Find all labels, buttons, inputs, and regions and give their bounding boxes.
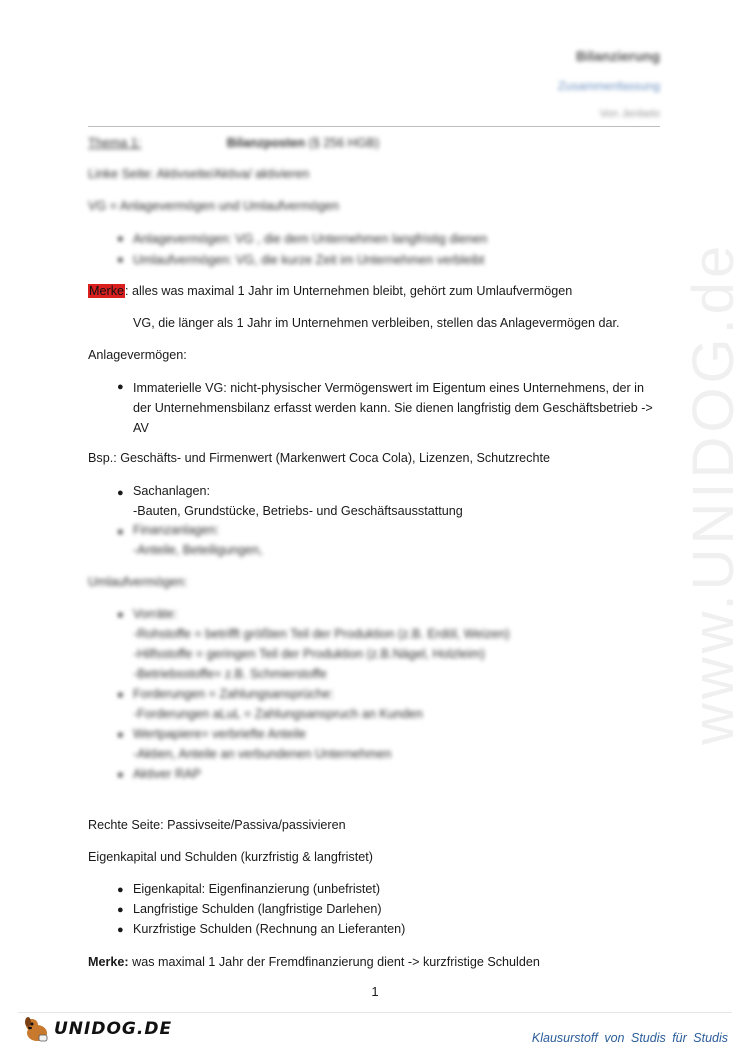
merke-text: : alles was maximal 1 Jahr im Unternehmen bleibt, gehört zum Umlaufvermögen [125, 284, 573, 298]
merke-text: was maximal 1 Jahr der Fremdfinanzierung dient -> kurzfristige Schulden [128, 955, 540, 969]
bullet-dot: ● [117, 609, 124, 621]
list-item: Langfristige Schulden (langfristige Darlehen) [133, 902, 382, 916]
list-item-finanzanlagen: Finanzanlagen: [133, 523, 220, 537]
topic-heading [88, 136, 379, 150]
topic-label: Thema 1: [88, 136, 142, 150]
list-item: Umlaufvermögen: VG, die kurze Zeit im Unternehmen verbleibt [133, 253, 485, 267]
list-item-detail: -Bauten, Grundstücke, Betriebs- und Geschäftsausstattung [133, 504, 463, 518]
document-subtitle: Zusammenfassung [557, 79, 660, 93]
bullet-dot: ● [117, 924, 124, 936]
left-side-line: Linke Seite: Aktivseite/Aktiva/ aktivieren [88, 167, 310, 181]
list-item-detail: -Rohstoffe = betrifft größten Teil der Produktion (z.B. Erdöl, Weizen) [133, 627, 510, 641]
list-item-detail: -Anteile, Beteiligungen, [133, 543, 263, 557]
list-item: Anlagevermögen: VG , die dem Unternehmen langfristig dienen [133, 232, 488, 246]
header-divider [88, 126, 660, 127]
bullet-dot: ● [117, 884, 124, 896]
bullet-dot: ● [117, 487, 124, 499]
watermark: www.UNIDOG.de [681, 241, 746, 745]
equity-debt-line: Eigenkapital und Schulden (kurzfristig & langfristet) [88, 850, 373, 864]
bullet-dot: ● [117, 689, 124, 701]
list-item: Kurzfristige Schulden (Rechnung an Lieferanten) [133, 922, 406, 936]
list-item-detail: -Betriebsstoffe= z.B. Schmierstoffe [133, 667, 327, 681]
bullet-dot: ● [117, 254, 124, 266]
list-item-detail: -Hilfsstoffe = geringen Teil der Produktion (z.B.Nägel, Holzleim) [133, 647, 485, 661]
example-line: Bsp.: Geschäfts- und Firmenwert (Markenwert Coca Cola), Lizenzen, Schutzrechte [88, 451, 550, 465]
document-title: Bilanzierung [575, 48, 660, 64]
right-side-line: Rechte Seite: Passivseite/Passiva/passivieren [88, 818, 346, 832]
merke-highlight: Merke [89, 284, 124, 298]
list-item-detail: -Aktien, Anteile an verbundenen Unternehmen [133, 747, 392, 761]
list-item-forderungen: Forderungen = Zahlungsansprüche: [133, 687, 334, 701]
bullet-dot: ● [117, 769, 124, 781]
unidog-logo[interactable] [22, 1014, 172, 1044]
section-heading-anlage: Anlagevermögen: [88, 348, 187, 362]
section-heading-umlauf: Umlaufvermögen: [88, 575, 188, 589]
bullet-dot: ● [117, 233, 124, 245]
footer-tagline: Klausurstoff von Studis für Studis [531, 1031, 728, 1045]
list-item-vorraete: Vorräte: [133, 607, 178, 621]
topic-title-ref: (§ 256 HGB) [308, 136, 380, 150]
merke-line [88, 284, 572, 298]
page-number: 1 [371, 984, 379, 999]
bullet-dot: ● [117, 904, 124, 916]
document-author: Von Jenbelo [599, 108, 660, 120]
vg-definition-line: VG = Anlagevermögen und Umlaufvermögen [88, 199, 339, 213]
footer-divider [18, 1012, 732, 1013]
list-item-detail: -Forderungen aLuL = Zahlungsanspruch an Kunden [133, 707, 423, 721]
merke-line-final [88, 955, 540, 969]
list-item-rap: Aktiver RAP [133, 767, 201, 781]
bullet-dot: ● [117, 729, 124, 741]
topic-title: Bilanzposten [226, 136, 306, 150]
dog-mascot-icon [22, 1014, 52, 1044]
list-item-wertpapiere: Wertpapiere= verbriefte Anteile [133, 727, 307, 741]
merke-label: Merke: [88, 955, 129, 969]
list-item-immaterielle: Immaterielle VG: nicht-physischer Vermögenswert im Eigentum eines Unternehmens, der in der Unternehmensbilanz erfasst werden kann. Sie dienen langfristig dem Geschäftsbetrieb -> AV [133, 381, 653, 435]
bullet-dot: ● [117, 526, 124, 538]
list-item: Eigenkapital: Eigenfinanzierung (unbefristet) [133, 882, 381, 896]
logo-text: UNIDOG.DE [54, 1019, 173, 1039]
list-item-sachanlagen: Sachanlagen: [133, 484, 211, 498]
merke-line-2: VG, die länger als 1 Jahr im Unternehmen verbleiben, stellen das Anlagevermögen dar. [133, 316, 620, 330]
bullet-dot: ● [117, 381, 124, 393]
